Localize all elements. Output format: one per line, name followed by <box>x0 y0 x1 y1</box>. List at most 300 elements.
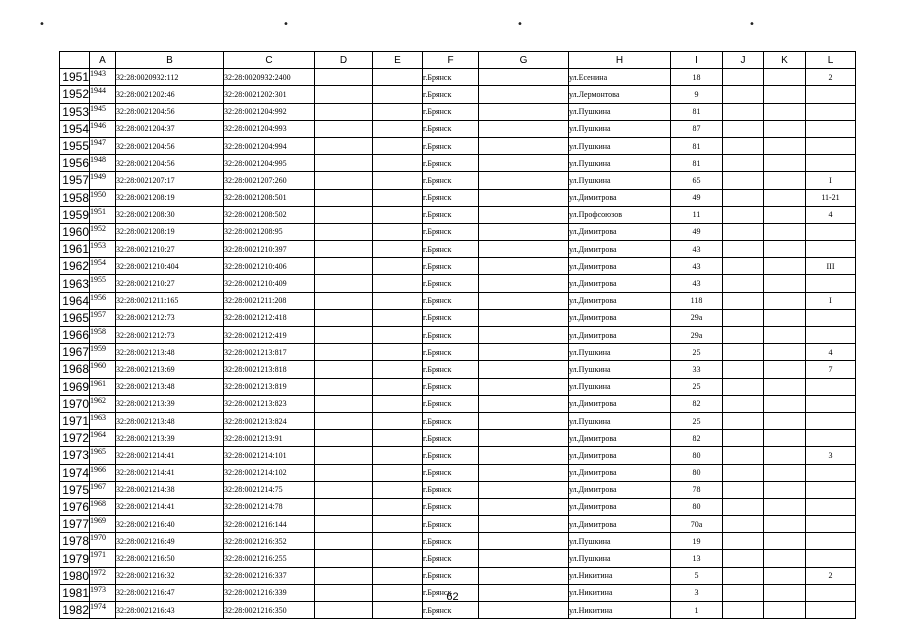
cell-c[interactable]: 32:28:0021213:818 <box>224 361 315 378</box>
cell-k[interactable] <box>764 155 806 172</box>
cell-d[interactable] <box>315 533 373 550</box>
row-number[interactable]: 1960 <box>60 223 90 240</box>
cell-k[interactable] <box>764 378 806 395</box>
cell-b[interactable]: 32:28:0021214:41 <box>116 498 224 515</box>
cell-j[interactable] <box>723 206 764 223</box>
cell-f[interactable]: г.Брянск <box>423 206 479 223</box>
cell-j[interactable] <box>723 361 764 378</box>
cell-k[interactable] <box>764 292 806 309</box>
cell-g[interactable] <box>479 567 569 584</box>
cell-e[interactable] <box>373 69 423 86</box>
cell-d[interactable] <box>315 378 373 395</box>
cell-i[interactable]: 81 <box>671 137 723 154</box>
row-number[interactable]: 1972 <box>60 430 90 447</box>
cell-d[interactable] <box>315 189 373 206</box>
cell-k[interactable] <box>764 275 806 292</box>
row-number[interactable]: 1951 <box>60 69 90 86</box>
cell-d[interactable] <box>315 137 373 154</box>
cell-i[interactable]: 80 <box>671 464 723 481</box>
cell-f[interactable]: г.Брянск <box>423 344 479 361</box>
cell-h[interactable]: ул.Пушкина <box>569 533 671 550</box>
cell-d[interactable] <box>315 223 373 240</box>
cell-d[interactable] <box>315 241 373 258</box>
cell-g[interactable] <box>479 69 569 86</box>
cell-f[interactable]: г.Брянск <box>423 258 479 275</box>
cell-h[interactable]: ул.Пушкина <box>569 344 671 361</box>
cell-e[interactable] <box>373 567 423 584</box>
cell-f[interactable]: г.Брянск <box>423 223 479 240</box>
cell-a[interactable]: 1953 <box>90 241 116 258</box>
cell-d[interactable] <box>315 344 373 361</box>
cell-d[interactable] <box>315 481 373 498</box>
cell-b[interactable]: 32:28:0021216:50 <box>116 550 224 567</box>
cell-f[interactable]: г.Брянск <box>423 155 479 172</box>
cell-c[interactable]: 32:28:0021208:95 <box>224 223 315 240</box>
cell-j[interactable] <box>723 189 764 206</box>
column-header-h[interactable]: H <box>569 52 671 69</box>
cell-a[interactable]: 1946 <box>90 120 116 137</box>
cell-k[interactable] <box>764 361 806 378</box>
cell-c[interactable]: 32:28:0021213:823 <box>224 395 315 412</box>
cell-k[interactable] <box>764 567 806 584</box>
cell-g[interactable] <box>479 258 569 275</box>
column-header-e[interactable]: E <box>373 52 423 69</box>
cell-b[interactable]: 32:28:0021213:69 <box>116 361 224 378</box>
cell-g[interactable] <box>479 327 569 344</box>
cell-f[interactable]: г.Брянск <box>423 498 479 515</box>
cell-d[interactable] <box>315 602 373 619</box>
cell-e[interactable] <box>373 223 423 240</box>
cell-a[interactable]: 1954 <box>90 258 116 275</box>
cell-k[interactable] <box>764 395 806 412</box>
cell-f[interactable]: г.Брянск <box>423 327 479 344</box>
cell-l[interactable] <box>806 155 856 172</box>
cell-h[interactable]: ул.Димитрова <box>569 327 671 344</box>
cell-f[interactable]: г.Брянск <box>423 550 479 567</box>
column-header-d[interactable]: D <box>315 52 373 69</box>
row-number[interactable]: 1971 <box>60 412 90 429</box>
cell-f[interactable]: г.Брянск <box>423 584 479 601</box>
cell-e[interactable] <box>373 120 423 137</box>
cell-b[interactable]: 32:28:0021204:56 <box>116 137 224 154</box>
cell-b[interactable]: 32:28:0021211:165 <box>116 292 224 309</box>
cell-j[interactable] <box>723 550 764 567</box>
cell-h[interactable]: ул.Пушкина <box>569 120 671 137</box>
cell-j[interactable] <box>723 103 764 120</box>
cell-c[interactable]: 32:28:0021216:339 <box>224 584 315 601</box>
cell-l[interactable] <box>806 481 856 498</box>
cell-e[interactable] <box>373 327 423 344</box>
cell-i[interactable]: 43 <box>671 241 723 258</box>
cell-j[interactable] <box>723 155 764 172</box>
column-header-l[interactable]: L <box>806 52 856 69</box>
cell-e[interactable] <box>373 447 423 464</box>
row-number[interactable]: 1981 <box>60 584 90 601</box>
cell-e[interactable] <box>373 464 423 481</box>
cell-l[interactable]: 7 <box>806 361 856 378</box>
cell-e[interactable] <box>373 206 423 223</box>
cell-b[interactable]: 32:28:0021208:19 <box>116 223 224 240</box>
row-number[interactable]: 1963 <box>60 275 90 292</box>
cell-c[interactable]: 32:28:0021204:994 <box>224 137 315 154</box>
cell-b[interactable]: 32:28:0021210:404 <box>116 258 224 275</box>
cell-a[interactable]: 1966 <box>90 464 116 481</box>
cell-c[interactable]: 32:28:0021204:995 <box>224 155 315 172</box>
cell-k[interactable] <box>764 189 806 206</box>
cell-h[interactable]: ул.Лермонтова <box>569 86 671 103</box>
cell-l[interactable] <box>806 498 856 515</box>
cell-f[interactable]: г.Брянск <box>423 103 479 120</box>
cell-d[interactable] <box>315 567 373 584</box>
cell-c[interactable]: 32:28:0021204:992 <box>224 103 315 120</box>
row-number[interactable]: 1975 <box>60 481 90 498</box>
cell-l[interactable] <box>806 395 856 412</box>
cell-a[interactable]: 1969 <box>90 516 116 533</box>
cell-i[interactable]: 70а <box>671 516 723 533</box>
cell-j[interactable] <box>723 69 764 86</box>
cell-c[interactable]: 32:28:0021214:75 <box>224 481 315 498</box>
cell-k[interactable] <box>764 309 806 326</box>
cell-a[interactable]: 1951 <box>90 206 116 223</box>
cell-k[interactable] <box>764 137 806 154</box>
cell-g[interactable] <box>479 223 569 240</box>
cell-k[interactable] <box>764 120 806 137</box>
cell-k[interactable] <box>764 327 806 344</box>
cell-a[interactable]: 1970 <box>90 533 116 550</box>
cell-a[interactable]: 1964 <box>90 430 116 447</box>
cell-g[interactable] <box>479 241 569 258</box>
cell-l[interactable] <box>806 533 856 550</box>
row-number[interactable]: 1962 <box>60 258 90 275</box>
cell-k[interactable] <box>764 206 806 223</box>
cell-l[interactable] <box>806 430 856 447</box>
cell-i[interactable]: 3 <box>671 584 723 601</box>
cell-e[interactable] <box>373 258 423 275</box>
cell-b[interactable]: 32:28:0021214:41 <box>116 464 224 481</box>
cell-l[interactable] <box>806 327 856 344</box>
cell-j[interactable] <box>723 137 764 154</box>
cell-c[interactable]: 32:28:0021208:502 <box>224 206 315 223</box>
cell-k[interactable] <box>764 412 806 429</box>
cell-e[interactable] <box>373 155 423 172</box>
cell-e[interactable] <box>373 550 423 567</box>
cell-j[interactable] <box>723 516 764 533</box>
column-header-k[interactable]: K <box>764 52 806 69</box>
cell-j[interactable] <box>723 275 764 292</box>
cell-h[interactable]: ул.Пушкина <box>569 103 671 120</box>
cell-a[interactable]: 1957 <box>90 309 116 326</box>
cell-c[interactable]: 32:28:0021216:144 <box>224 516 315 533</box>
cell-i[interactable]: 78 <box>671 481 723 498</box>
cell-e[interactable] <box>373 602 423 619</box>
cell-i[interactable]: 33 <box>671 361 723 378</box>
cell-f[interactable]: г.Брянск <box>423 602 479 619</box>
cell-a[interactable]: 1960 <box>90 361 116 378</box>
cell-a[interactable]: 1948 <box>90 155 116 172</box>
cell-a[interactable]: 1958 <box>90 327 116 344</box>
cell-i[interactable]: 25 <box>671 412 723 429</box>
cell-i[interactable]: 25 <box>671 344 723 361</box>
row-number[interactable]: 1958 <box>60 189 90 206</box>
cell-j[interactable] <box>723 602 764 619</box>
cell-h[interactable]: ул.Димитрова <box>569 447 671 464</box>
cell-i[interactable]: 81 <box>671 155 723 172</box>
column-header-f[interactable]: F <box>423 52 479 69</box>
cell-k[interactable] <box>764 430 806 447</box>
cell-c[interactable]: 32:28:0021216:255 <box>224 550 315 567</box>
cell-h[interactable]: ул.Димитрова <box>569 258 671 275</box>
cell-b[interactable]: 32:28:0021213:48 <box>116 412 224 429</box>
cell-k[interactable] <box>764 550 806 567</box>
cell-j[interactable] <box>723 223 764 240</box>
cell-c[interactable]: 32:28:0021204:993 <box>224 120 315 137</box>
column-header-b[interactable]: B <box>116 52 224 69</box>
cell-g[interactable] <box>479 120 569 137</box>
cell-d[interactable] <box>315 172 373 189</box>
cell-a[interactable]: 1955 <box>90 275 116 292</box>
cell-b[interactable]: 32:28:0021202:46 <box>116 86 224 103</box>
row-number[interactable]: 1956 <box>60 155 90 172</box>
cell-c[interactable]: 32:28:0021214:101 <box>224 447 315 464</box>
cell-e[interactable] <box>373 412 423 429</box>
cell-i[interactable]: 9 <box>671 86 723 103</box>
cell-h[interactable]: ул.Димитрова <box>569 309 671 326</box>
cell-a[interactable]: 1950 <box>90 189 116 206</box>
cell-d[interactable] <box>315 447 373 464</box>
cell-b[interactable]: 32:28:0021216:40 <box>116 516 224 533</box>
cell-a[interactable]: 1972 <box>90 567 116 584</box>
cell-b[interactable]: 32:28:0021204:37 <box>116 120 224 137</box>
cell-c[interactable]: 32:28:0021216:352 <box>224 533 315 550</box>
cell-b[interactable]: 32:28:0021210:27 <box>116 275 224 292</box>
cell-h[interactable]: ул.Пушкина <box>569 361 671 378</box>
cell-e[interactable] <box>373 292 423 309</box>
cell-f[interactable]: г.Брянск <box>423 309 479 326</box>
cell-i[interactable]: 29а <box>671 309 723 326</box>
cell-h[interactable]: ул.Никитина <box>569 602 671 619</box>
cell-k[interactable] <box>764 533 806 550</box>
cell-d[interactable] <box>315 258 373 275</box>
cell-e[interactable] <box>373 378 423 395</box>
cell-i[interactable]: 18 <box>671 69 723 86</box>
cell-j[interactable] <box>723 481 764 498</box>
cell-l[interactable]: 2 <box>806 567 856 584</box>
row-number[interactable]: 1964 <box>60 292 90 309</box>
cell-j[interactable] <box>723 86 764 103</box>
row-number[interactable]: 1974 <box>60 464 90 481</box>
cell-a[interactable]: 1968 <box>90 498 116 515</box>
cell-h[interactable]: ул.Пушкина <box>569 155 671 172</box>
cell-b[interactable]: 32:28:0021204:56 <box>116 155 224 172</box>
cell-i[interactable]: 25 <box>671 378 723 395</box>
cell-f[interactable]: г.Брянск <box>423 241 479 258</box>
cell-d[interactable] <box>315 516 373 533</box>
cell-g[interactable] <box>479 344 569 361</box>
cell-f[interactable]: г.Брянск <box>423 120 479 137</box>
cell-i[interactable]: 82 <box>671 430 723 447</box>
cell-i[interactable]: 49 <box>671 223 723 240</box>
cell-k[interactable] <box>764 86 806 103</box>
row-number[interactable]: 1955 <box>60 137 90 154</box>
cell-j[interactable] <box>723 533 764 550</box>
row-number[interactable]: 1978 <box>60 533 90 550</box>
cell-i[interactable]: 5 <box>671 567 723 584</box>
cell-f[interactable]: г.Брянск <box>423 516 479 533</box>
cell-c[interactable]: 32:28:0021208:501 <box>224 189 315 206</box>
cell-g[interactable] <box>479 430 569 447</box>
cell-k[interactable] <box>764 464 806 481</box>
cell-l[interactable] <box>806 241 856 258</box>
cell-d[interactable] <box>315 155 373 172</box>
cell-g[interactable] <box>479 412 569 429</box>
cell-a[interactable]: 1973 <box>90 584 116 601</box>
cell-j[interactable] <box>723 498 764 515</box>
cell-d[interactable] <box>315 430 373 447</box>
cell-l[interactable]: 4 <box>806 206 856 223</box>
row-number[interactable]: 1961 <box>60 241 90 258</box>
cell-i[interactable]: 43 <box>671 258 723 275</box>
cell-l[interactable]: I <box>806 172 856 189</box>
cell-k[interactable] <box>764 172 806 189</box>
cell-d[interactable] <box>315 361 373 378</box>
cell-h[interactable]: ул.Димитрова <box>569 223 671 240</box>
cell-d[interactable] <box>315 103 373 120</box>
cell-c[interactable]: 32:28:0021214:78 <box>224 498 315 515</box>
cell-b[interactable]: 32:28:0021216:43 <box>116 602 224 619</box>
cell-l[interactable] <box>806 412 856 429</box>
cell-a[interactable]: 1965 <box>90 447 116 464</box>
cell-k[interactable] <box>764 69 806 86</box>
cell-c[interactable]: 32:28:0021213:817 <box>224 344 315 361</box>
column-header-i[interactable]: I <box>671 52 723 69</box>
row-number[interactable]: 1965 <box>60 309 90 326</box>
cell-l[interactable]: 2 <box>806 69 856 86</box>
cell-g[interactable] <box>479 550 569 567</box>
cell-e[interactable] <box>373 86 423 103</box>
cell-d[interactable] <box>315 275 373 292</box>
cell-g[interactable] <box>479 516 569 533</box>
cell-c[interactable]: 32:28:0021213:824 <box>224 412 315 429</box>
cell-a[interactable]: 1961 <box>90 378 116 395</box>
cell-f[interactable]: г.Брянск <box>423 275 479 292</box>
cell-h[interactable]: ул.Пушкина <box>569 550 671 567</box>
cell-k[interactable] <box>764 481 806 498</box>
cell-g[interactable] <box>479 602 569 619</box>
cell-f[interactable]: г.Брянск <box>423 137 479 154</box>
cell-b[interactable]: 32:28:0021204:56 <box>116 103 224 120</box>
cell-g[interactable] <box>479 189 569 206</box>
cell-j[interactable] <box>723 309 764 326</box>
cell-l[interactable] <box>806 516 856 533</box>
cell-i[interactable]: 80 <box>671 498 723 515</box>
cell-b[interactable]: 32:28:0020932:112 <box>116 69 224 86</box>
cell-b[interactable]: 32:28:0021208:30 <box>116 206 224 223</box>
cell-f[interactable]: г.Брянск <box>423 412 479 429</box>
cell-c[interactable]: 32:28:0021211:208 <box>224 292 315 309</box>
cell-j[interactable] <box>723 412 764 429</box>
cell-d[interactable] <box>315 309 373 326</box>
cell-k[interactable] <box>764 516 806 533</box>
cell-j[interactable] <box>723 378 764 395</box>
cell-b[interactable]: 32:28:0021213:48 <box>116 344 224 361</box>
cell-i[interactable]: 1 <box>671 602 723 619</box>
cell-g[interactable] <box>479 206 569 223</box>
cell-a[interactable]: 1944 <box>90 86 116 103</box>
cell-c[interactable]: 32:28:0021210:406 <box>224 258 315 275</box>
cell-k[interactable] <box>764 602 806 619</box>
cell-l[interactable] <box>806 309 856 326</box>
cell-a[interactable]: 1947 <box>90 137 116 154</box>
column-header-g[interactable]: G <box>479 52 569 69</box>
cell-g[interactable] <box>479 533 569 550</box>
cell-d[interactable] <box>315 412 373 429</box>
cell-h[interactable]: ул.Никитина <box>569 567 671 584</box>
cell-a[interactable]: 1971 <box>90 550 116 567</box>
cell-c[interactable]: 32:28:0021207:260 <box>224 172 315 189</box>
cell-e[interactable] <box>373 172 423 189</box>
row-number[interactable]: 1954 <box>60 120 90 137</box>
cell-c[interactable]: 32:28:0021216:337 <box>224 567 315 584</box>
cell-e[interactable] <box>373 481 423 498</box>
cell-a[interactable]: 1963 <box>90 412 116 429</box>
row-number[interactable]: 1953 <box>60 103 90 120</box>
cell-l[interactable] <box>806 223 856 240</box>
cell-g[interactable] <box>479 498 569 515</box>
cell-k[interactable] <box>764 103 806 120</box>
row-number[interactable]: 1969 <box>60 378 90 395</box>
cell-e[interactable] <box>373 241 423 258</box>
cell-b[interactable]: 32:28:0021213:39 <box>116 430 224 447</box>
cell-g[interactable] <box>479 309 569 326</box>
cell-d[interactable] <box>315 464 373 481</box>
cell-g[interactable] <box>479 464 569 481</box>
cell-f[interactable]: г.Брянск <box>423 292 479 309</box>
row-number[interactable]: 1959 <box>60 206 90 223</box>
cell-i[interactable]: 65 <box>671 172 723 189</box>
cell-e[interactable] <box>373 395 423 412</box>
cell-l[interactable] <box>806 103 856 120</box>
cell-a[interactable]: 1962 <box>90 395 116 412</box>
cell-c[interactable]: 32:28:0021210:397 <box>224 241 315 258</box>
cell-j[interactable] <box>723 567 764 584</box>
cell-j[interactable] <box>723 120 764 137</box>
cell-j[interactable] <box>723 464 764 481</box>
cell-g[interactable] <box>479 361 569 378</box>
cell-f[interactable]: г.Брянск <box>423 86 479 103</box>
cell-j[interactable] <box>723 395 764 412</box>
cell-j[interactable] <box>723 344 764 361</box>
cell-f[interactable]: г.Брянск <box>423 447 479 464</box>
column-header-c[interactable]: C <box>224 52 315 69</box>
corner-header[interactable] <box>60 52 90 69</box>
cell-b[interactable]: 32:28:0021216:32 <box>116 567 224 584</box>
cell-f[interactable]: г.Брянск <box>423 378 479 395</box>
cell-a[interactable]: 1943 <box>90 69 116 86</box>
cell-d[interactable] <box>315 206 373 223</box>
cell-f[interactable]: г.Брянск <box>423 189 479 206</box>
cell-b[interactable]: 32:28:0021212:73 <box>116 327 224 344</box>
cell-h[interactable]: ул.Димитрова <box>569 516 671 533</box>
cell-i[interactable]: 29а <box>671 327 723 344</box>
cell-i[interactable]: 80 <box>671 447 723 464</box>
cell-l[interactable]: 3 <box>806 447 856 464</box>
cell-a[interactable]: 1956 <box>90 292 116 309</box>
cell-h[interactable]: ул.Пушкина <box>569 137 671 154</box>
cell-j[interactable] <box>723 258 764 275</box>
cell-g[interactable] <box>479 172 569 189</box>
cell-h[interactable]: ул.Димитрова <box>569 481 671 498</box>
cell-d[interactable] <box>315 292 373 309</box>
